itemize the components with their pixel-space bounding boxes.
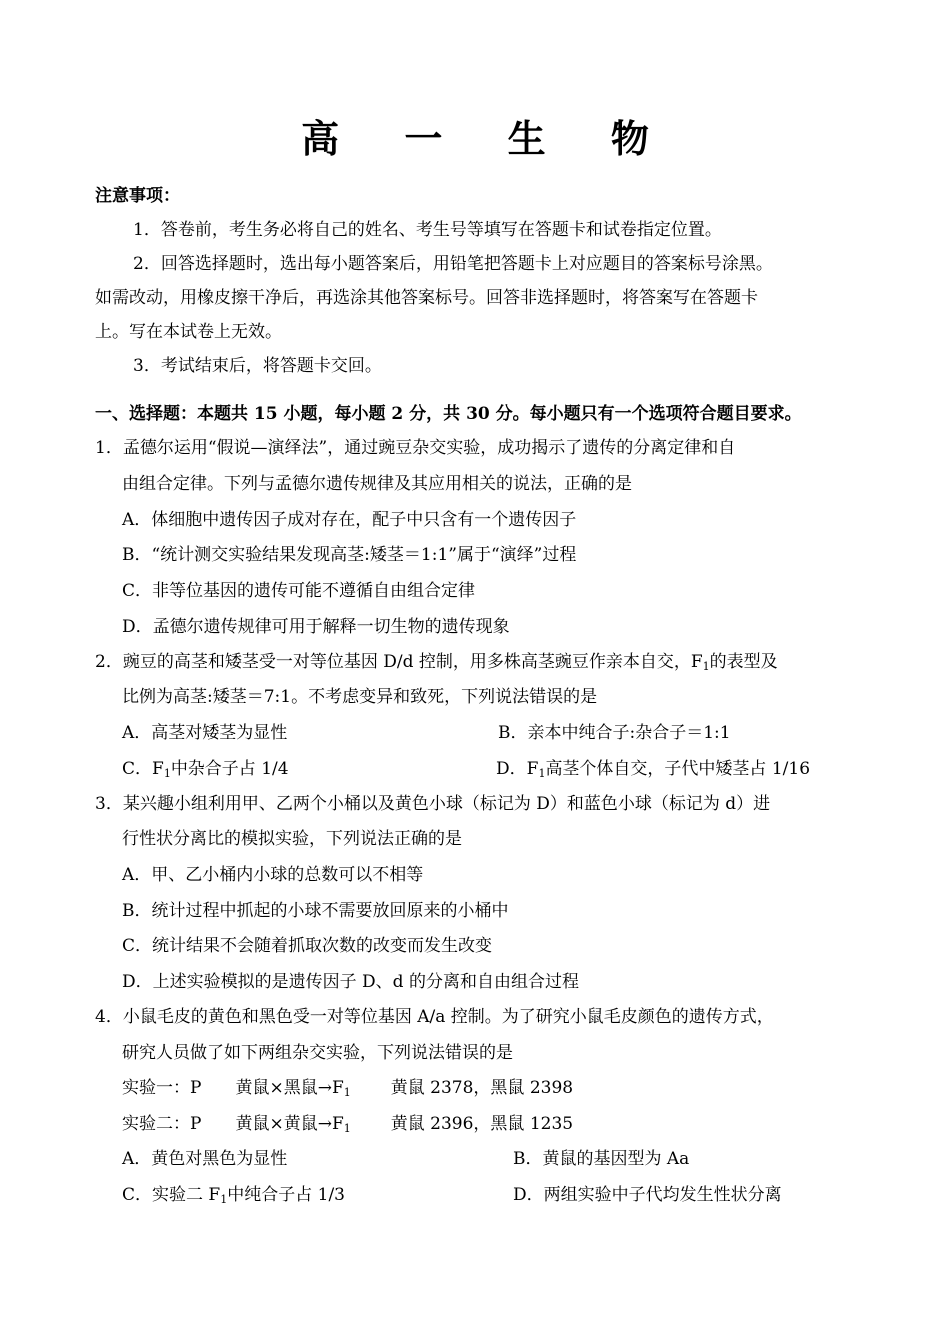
q2-option-c-sub: 1 [163,767,171,780]
q1-option-b: B．“统计测交实验结果发现高茎:矮茎＝1:1”属于“演绎”过程 [122,545,577,565]
q3-option-a: A．甲、乙小桶内小球的总数可以不相等 [122,865,424,885]
notice-item-2-cont: 如需改动，用橡皮擦干净后，再选涂其他答案标号。回答非选择题时，将答案写在答题卡 [95,288,758,308]
q4-exp2-result: 黄鼠 2396，黑鼠 1235 [390,1114,574,1134]
notice-item-1: 1．答卷前，考生务必将自己的姓名、考生号等填写在答题卡和试卷指定位置。 [133,220,722,240]
q2-option-c [122,758,289,780]
q4-exp2-label: 实验二：P [122,1114,202,1134]
q3-option-b: B．统计过程中抓起的小球不需要放回原来的小桶中 [122,901,509,921]
q4-stem-line1: 4．小鼠毛皮的黄色和黑色受一对等位基因 A/a 控制。为了研究小鼠毛皮颜色的遗传方式， [95,1007,774,1027]
q4-exp1-sub: 1 [343,1086,351,1099]
q4-option-c-post: 中纯合子占 1/3 [227,1185,345,1205]
q2-stem-sub: 1 [702,660,710,673]
q2-option-d-pre: D．F [496,759,539,779]
q2-stem-part1: 2．豌豆的高茎和矮茎受一对等位基因 D/d 控制，用多株高茎豌豆作亲本自交，F [95,652,703,672]
q3-option-d: D．上述实验模拟的是遗传因子 D、d 的分离和自由组合过程 [122,972,579,992]
q2-option-d-post: 高茎个体自交，子代中矮茎占 1/16 [545,759,811,779]
section-heading: 一、选择题：本题共 15 小题，每小题 2 分，共 30 分。每小题只有一个选项符合题目要求。 [95,404,802,424]
notice-item-2: 2．回答选择题时，选出每小题答案后，用铅笔把答题卡上对应题目的答案标号涂黑。 [133,254,773,274]
q4-exp1-label: 实验一：P [122,1078,202,1098]
q1-option-d: D．孟德尔遗传规律可用于解释一切生物的遗传现象 [122,617,510,637]
q2-option-d-sub: 1 [538,767,546,780]
q4-option-c [122,1184,345,1206]
q1-option-c: C．非等位基因的遗传可能不遵循自由组合定律 [122,581,476,601]
q4-experiment-1 [122,1077,573,1099]
page-title: 高 一 生 物 [301,116,675,161]
q4-exp2-cross: 黄鼠×黄鼠→F [235,1114,344,1134]
q2-stem-line1 [95,651,778,673]
q2-stem-line2: 比例为高茎:矮茎＝7:1。不考虑变异和致死，下列说法错误的是 [122,687,598,707]
q4-option-d: D．两组实验中子代均发生性状分离 [513,1185,782,1205]
q3-stem-line2: 行性状分离比的模拟实验，下列说法正确的是 [122,829,462,849]
q2-option-a: A．高茎对矮茎为显性 [122,723,288,743]
notice-item-2-cont2: 上。写在本试卷上无效。 [95,322,282,342]
q1-stem-line1: 1．孟德尔运用“假说—演绎法”，通过豌豆杂交实验，成功揭示了遗传的分离定律和自 [95,438,736,458]
q2-stem-part2: 的表型及 [709,652,778,672]
q1-stem-line2: 由组合定律。下列与孟德尔遗传规律及其应用相关的说法，正确的是 [122,474,632,494]
q4-stem-line2: 研究人员做了如下两组杂交实验，下列说法错误的是 [122,1043,513,1063]
q1-option-a: A．体细胞中遗传因子成对存在，配子中只含有一个遗传因子 [122,510,577,530]
notice-item-3: 3．考试结束后，将答题卡交回。 [133,356,382,376]
q4-exp1-cross: 黄鼠×黑鼠→F [235,1078,344,1098]
q2-option-b: B．亲本中纯合子:杂合子＝1:1 [498,723,731,743]
q2-option-d [496,758,810,780]
q4-option-a: A．黄色对黑色为显性 [122,1149,288,1169]
q3-option-c: C．统计结果不会随着抓取次数的改变而发生改变 [122,936,493,956]
q4-exp1-result: 黄鼠 2378，黑鼠 2398 [390,1078,574,1098]
q4-option-c-pre: C．实验二 F [122,1185,221,1205]
q4-option-b: B．黄鼠的基因型为 Aa [513,1149,690,1169]
q4-exp2-sub: 1 [343,1122,351,1135]
q3-stem-line1: 3．某兴趣小组利用甲、乙两个小桶以及黄色小球（标记为 D）和蓝色小球（标记为 d）进 [95,794,771,814]
notice-heading: 注意事项： [95,186,180,206]
q4-option-c-sub: 1 [220,1193,228,1206]
q2-option-c-pre: C．F [122,759,164,779]
q2-option-c-post: 中杂合子占 1/4 [170,759,289,779]
q4-experiment-2 [122,1113,573,1135]
